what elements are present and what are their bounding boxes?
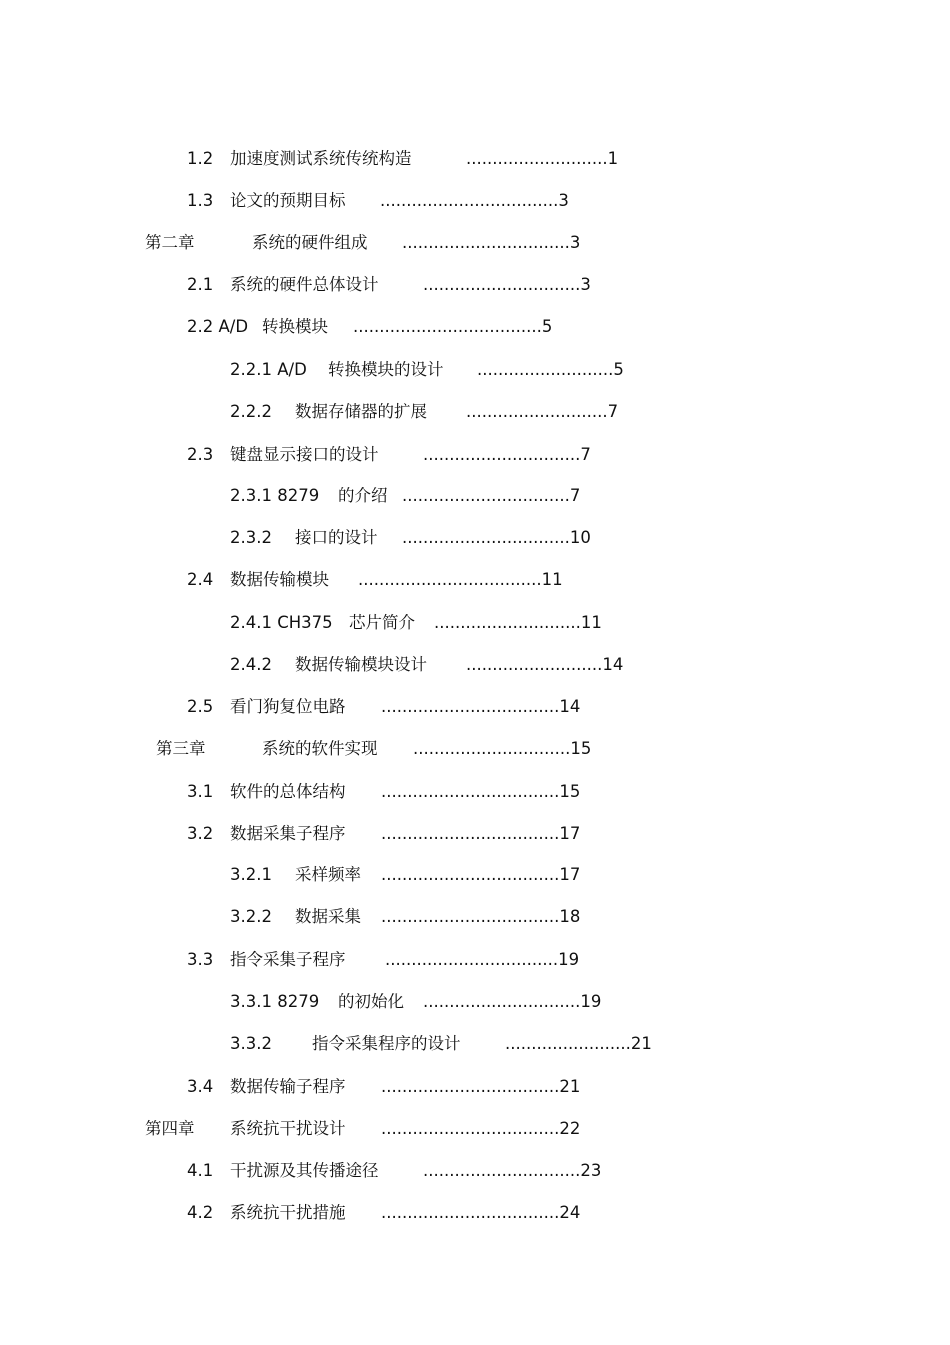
toc-leader-page: ..........................14 (466, 655, 624, 674)
toc-title: 系统的软件实现 (262, 739, 378, 758)
toc-leader-page: ....................................5 (353, 317, 553, 336)
toc-title: 干扰源及其传播途径 (230, 1161, 379, 1180)
toc-number: 2.2 A/D (187, 317, 249, 336)
toc-number: 2.1 (187, 275, 214, 294)
toc-leader-page: ..............................7 (423, 445, 591, 464)
toc-title: 数据存储器的扩展 (295, 402, 427, 421)
toc-number: 2.5 (187, 697, 214, 716)
toc-number: 2.3 (187, 445, 214, 464)
toc-leader-page: ..................................17 (381, 824, 581, 843)
toc-leader-page: ...................................11 (358, 570, 563, 589)
toc-leader-page: ..................................3 (380, 191, 569, 210)
toc-number: 第四章 (145, 1119, 195, 1138)
toc-leader-page: ..................................17 (381, 865, 581, 884)
toc-leader-page: ..................................21 (381, 1077, 581, 1096)
toc-leader-page: ........................21 (505, 1034, 652, 1053)
toc-number: 2.2.1 A/D (230, 360, 307, 379)
toc-title: 系统抗干扰设计 (230, 1119, 346, 1138)
toc-title: 系统的硬件总体设计 (230, 275, 379, 294)
toc-leader-page: ..............................23 (423, 1161, 602, 1180)
toc-leader-page: ..........................5 (477, 360, 624, 379)
toc-number: 第三章 (156, 739, 206, 758)
toc-number: 1.2 (187, 149, 214, 168)
toc-leader-page: ..................................24 (381, 1203, 581, 1222)
toc-number: 4.1 (187, 1161, 214, 1180)
toc-title: 数据采集 (295, 907, 361, 926)
toc-leader-page: ................................7 (402, 486, 581, 505)
toc-leader-page: ...........................7 (466, 402, 619, 421)
toc-leader-page: ................................3 (402, 233, 581, 252)
toc-leader-page: ..................................14 (381, 697, 581, 716)
toc-number: 2.4.1 CH375 (230, 613, 333, 632)
toc-title: 系统抗干扰措施 (230, 1203, 346, 1222)
toc-number: 3.3.1 8279 (230, 992, 320, 1011)
toc-title: 数据采集子程序 (230, 824, 346, 843)
toc-leader-page: ..............................15 (413, 739, 592, 758)
toc-number: 3.2.1 (230, 865, 272, 884)
toc-leader-page: ..............................3 (423, 275, 591, 294)
toc-leader-page: ................................10 (402, 528, 591, 547)
toc-title: 采样频率 (295, 865, 361, 884)
toc-title: 的初始化 (338, 992, 404, 1011)
toc-title: 的介绍 (338, 486, 388, 505)
toc-title: 转换模块的设计 (328, 360, 444, 379)
toc-leader-page: ..................................18 (381, 907, 581, 926)
toc-title: 数据传输模块 (230, 570, 329, 589)
toc-number: 2.3.1 8279 (230, 486, 320, 505)
toc-number: 4.2 (187, 1203, 214, 1222)
toc-number: 1.3 (187, 191, 214, 210)
toc-leader-page: ..................................15 (381, 782, 581, 801)
toc-number: 2.4 (187, 570, 214, 589)
toc-title: 数据传输子程序 (230, 1077, 346, 1096)
toc-title: 加速度测试系统传统构造 (230, 149, 412, 168)
toc-title: 接口的设计 (295, 528, 378, 547)
toc-title: 软件的总体结构 (230, 782, 346, 801)
toc-number: 3.3.2 (230, 1034, 272, 1053)
toc-title: 芯片简介 (349, 613, 415, 632)
toc-number: 2.2.2 (230, 402, 272, 421)
toc-title: 指令采集子程序 (230, 950, 346, 969)
toc-title: 系统的硬件组成 (252, 233, 368, 252)
toc-leader-page: ..................................22 (381, 1119, 581, 1138)
toc-number: 3.2 (187, 824, 214, 843)
toc-number: 2.3.2 (230, 528, 272, 547)
toc-title: 键盘显示接口的设计 (230, 445, 379, 464)
toc-title: 指令采集程序的设计 (312, 1034, 461, 1053)
toc-number: 3.2.2 (230, 907, 272, 926)
toc-number: 3.1 (187, 782, 214, 801)
toc-number: 第二章 (145, 233, 195, 252)
toc-leader-page: ............................11 (434, 613, 602, 632)
toc-number: 2.4.2 (230, 655, 272, 674)
toc-title: 看门狗复位电路 (230, 697, 346, 716)
toc-number: 3.3 (187, 950, 214, 969)
toc-number: 3.4 (187, 1077, 214, 1096)
toc-leader-page: ...........................1 (466, 149, 619, 168)
toc-leader-page: ..............................19 (423, 992, 602, 1011)
toc-title: 数据传输模块设计 (295, 655, 427, 674)
toc-title: 转换模块 (262, 317, 328, 336)
toc-leader-page: .................................19 (385, 950, 580, 969)
toc-title: 论文的预期目标 (230, 191, 346, 210)
